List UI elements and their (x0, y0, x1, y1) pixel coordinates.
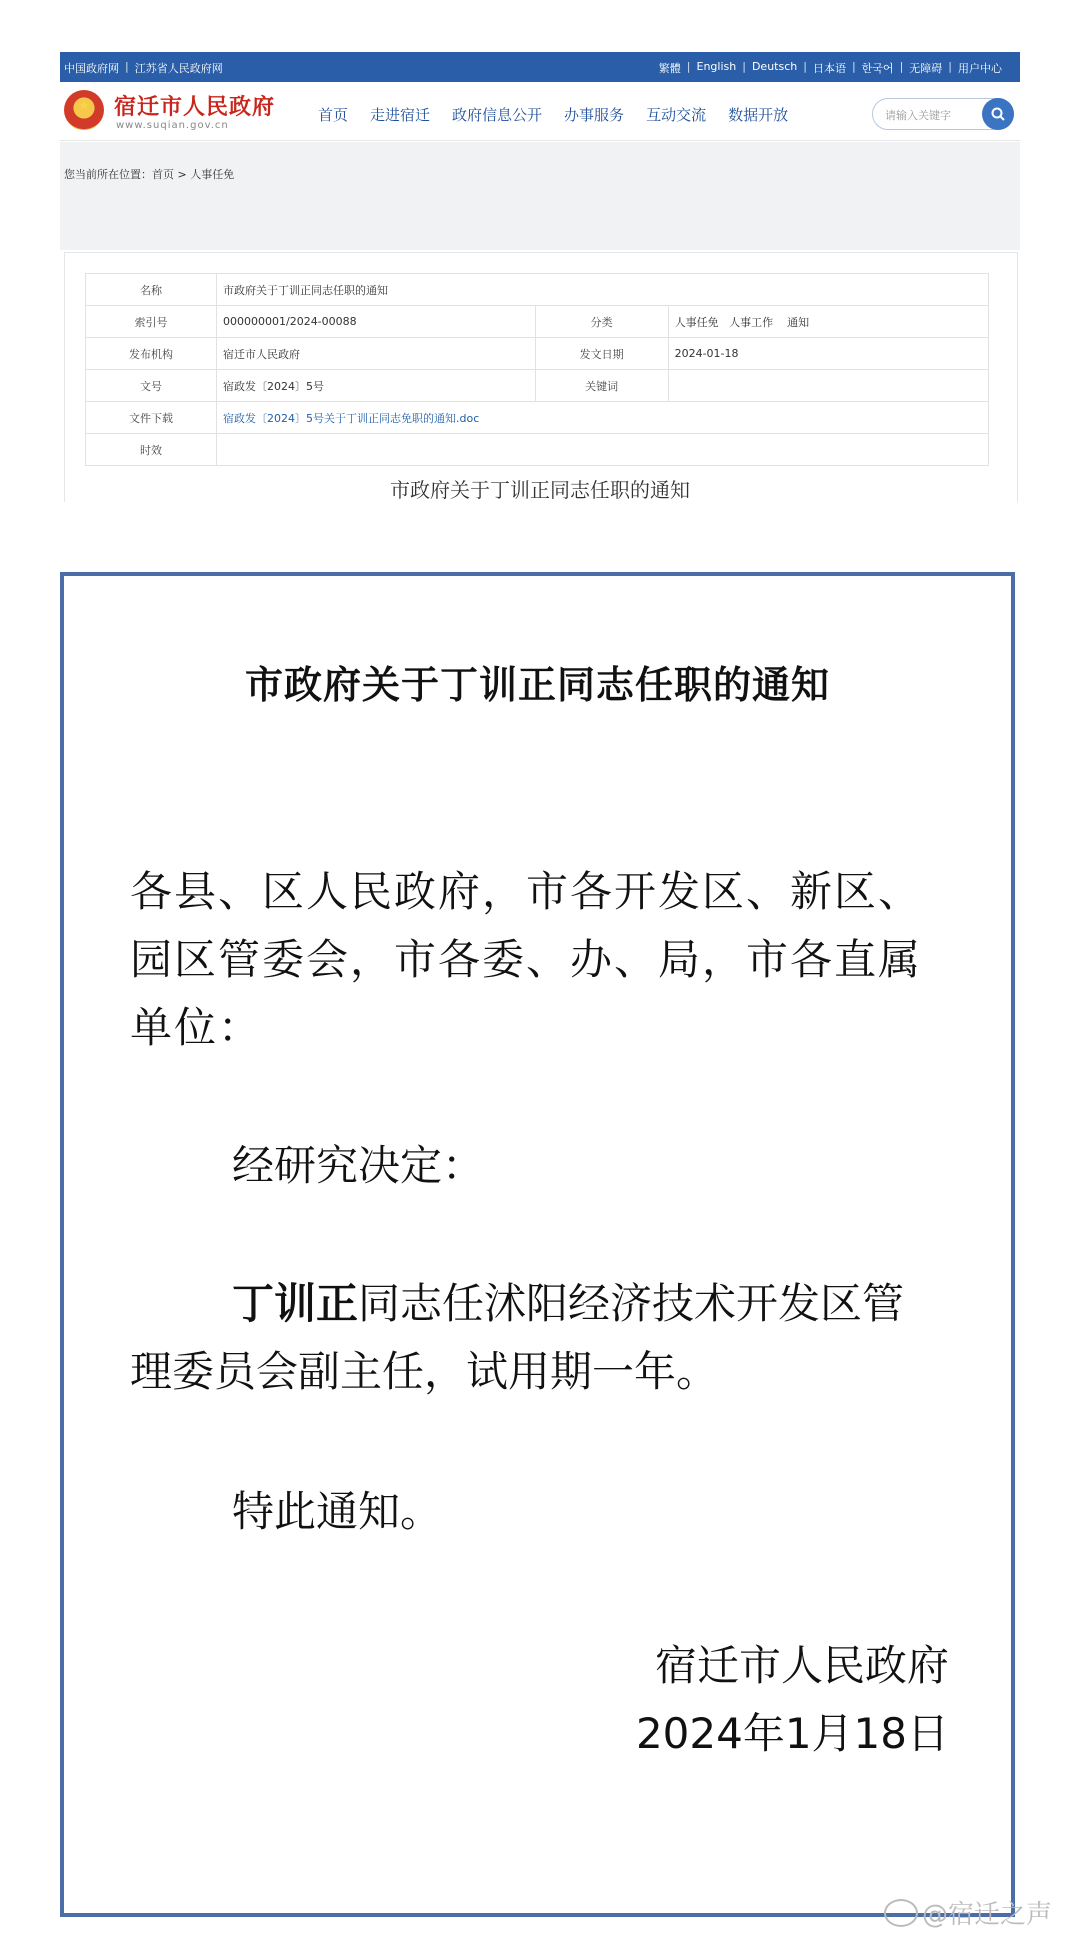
website-screenshot (60, 52, 1020, 502)
separator: | (125, 60, 129, 73)
date-value: 2024-01-18 (668, 338, 988, 370)
decision-body (130, 1270, 942, 1406)
watermark-text: @宿迁之声 (922, 1900, 1053, 1930)
download-cell (217, 402, 989, 434)
search-button[interactable] (982, 98, 1014, 130)
download-label: 文件下载 (86, 402, 217, 434)
metadata-table (85, 273, 989, 466)
nav-about-suqian[interactable]: 走进宿迁 (370, 106, 431, 124)
link-english[interactable]: English (696, 60, 737, 73)
signature: 宿迁市人民政府 (654, 1641, 949, 1690)
link-traditional[interactable]: 繁體 (658, 62, 681, 75)
top-bar (60, 52, 1020, 82)
decision-intro: 经研究决定： (232, 1141, 485, 1190)
link-jiangsu-gov[interactable]: 江苏省人民政府网 (134, 62, 223, 75)
site-domain: www.suqian.gov.cn (116, 120, 229, 131)
name-label: 名称 (86, 274, 217, 306)
separator: | (948, 60, 952, 73)
watermark (884, 1894, 1052, 1931)
table-row (86, 402, 989, 434)
nav-gov-info[interactable]: 政府信息公开 (452, 106, 543, 124)
link-accessibility[interactable]: 无障碍 (909, 62, 943, 75)
link-korean[interactable]: 한국어 (861, 62, 894, 75)
docno-label: 文号 (86, 370, 217, 402)
separator: | (899, 60, 904, 73)
name-value: 市政府关于丁训正同志任职的通知 (217, 274, 989, 306)
breadcrumb-bar (60, 142, 1020, 250)
link-japanese[interactable]: 日本语 (812, 62, 846, 75)
nav-services[interactable]: 办事服务 (564, 106, 625, 124)
table-row (86, 306, 989, 338)
link-user-center[interactable]: 用户中心 (958, 62, 1002, 75)
search-placeholder: 请输入关键字 (885, 109, 951, 122)
appointee-name: 丁训正 (232, 1279, 359, 1328)
index-value: 000000001/2024-00088 (217, 306, 536, 338)
separator: | (851, 60, 856, 73)
main-nav (318, 104, 788, 125)
info-card (64, 252, 1018, 502)
document-title: 市政府关于丁训正同志任职的通知 (244, 663, 830, 707)
link-deutsch[interactable]: Deutsch (751, 60, 798, 73)
docno-value: 宿政发〔2024〕5号 (217, 370, 536, 402)
page-heading: 市政府关于丁训正同志任职的通知 (390, 478, 690, 502)
publisher-value: 宿迁市人民政府 (217, 338, 536, 370)
table-row (86, 370, 989, 402)
notice-document (60, 572, 1015, 1917)
validity-value (217, 434, 989, 466)
keywords-value (668, 370, 988, 402)
separator: | (803, 60, 807, 73)
addressee: 各县、区人民政府，市各开发区、新区、园区管委会，市各委、办、局，市各直属单位： (130, 867, 923, 1052)
table-row (86, 338, 989, 370)
site-name[interactable]: 宿迁市人民政府 (114, 95, 276, 120)
nav-interaction[interactable]: 互动交流 (646, 106, 707, 124)
category-value: 人事任免 人事工作 通知 (668, 306, 988, 338)
table-row (86, 274, 989, 306)
search-input[interactable] (872, 98, 1014, 130)
issue-date: 2024年1月18日 (635, 1709, 949, 1758)
nav-home[interactable]: 首页 (318, 106, 349, 124)
publisher-label: 发布机构 (86, 338, 217, 370)
index-label: 索引号 (86, 306, 217, 338)
appointment-text: 同志任沭阳经济技术开发区管理委员会副主任，试用期一年。 (130, 1279, 905, 1396)
separator: | (686, 60, 691, 73)
link-gov-cn[interactable]: 中国政府网 (64, 62, 119, 75)
national-emblem-icon (64, 90, 104, 130)
weibo-icon (884, 1899, 918, 1927)
site-header (60, 82, 1020, 141)
validity-label: 时效 (86, 434, 217, 466)
table-row (86, 434, 989, 466)
date-label: 发文日期 (535, 338, 668, 370)
download-link[interactable]: 宿政发〔2024〕5号关于丁训正同志免职的通知.doc (223, 411, 480, 425)
search-icon (990, 106, 1006, 122)
nav-open-data[interactable]: 数据开放 (728, 106, 789, 124)
separator: | (742, 60, 746, 73)
breadcrumb: 您当前所在位置：首页 > 人事任免 (64, 168, 235, 181)
keywords-label: 关键词 (535, 370, 668, 402)
category-label: 分类 (535, 306, 668, 338)
closing-notice: 特此通知。 (232, 1487, 443, 1536)
